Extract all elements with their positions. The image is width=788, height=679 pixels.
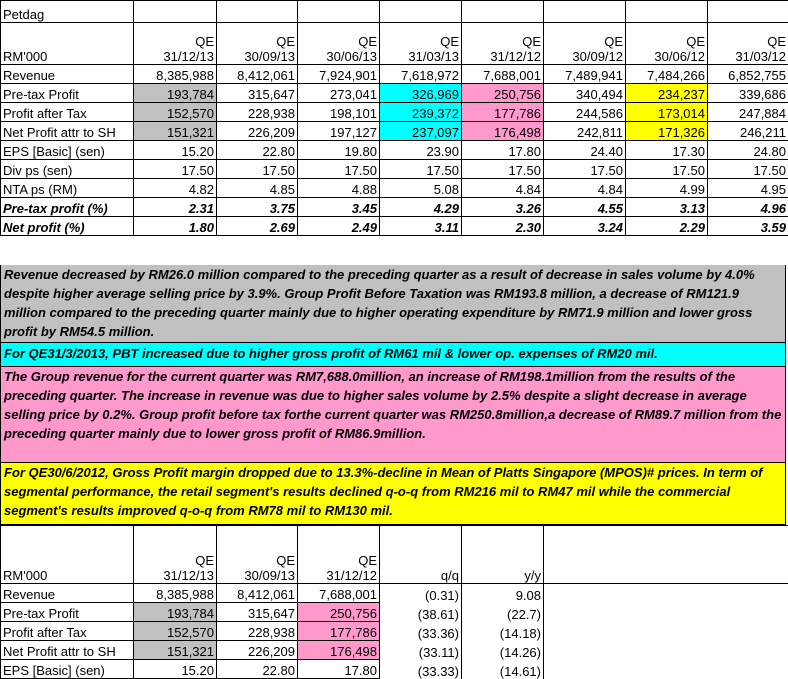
summary-value-cell: 8,412,061 [217,584,298,603]
summary-row [1,584,788,603]
table-row [1,65,788,84]
summary-row [1,641,788,660]
value-cell: 17.50 [462,160,544,179]
row-label: Profit after Tax [1,103,134,122]
value-cell: 242,811 [544,122,626,141]
sheet-title: Petdag [1,1,134,23]
value-cell: 2.30 [462,217,544,236]
value-cell: 4.85 [217,179,298,198]
note-qe-31-03-13: For QE31/3/2013, PBT increased due to higher gross profit of RM61 mil & lower op. expenses of RM20 mil. [0,343,786,367]
summary-row [1,622,788,641]
table-row [1,160,788,179]
qq-change-cell: (0.31) [380,584,462,603]
summary-row-label: Profit after Tax [1,622,134,641]
summary-unit-label: RM'000 [1,546,134,584]
summary-row-label: Pre-tax Profit [1,603,134,622]
value-cell: 8,412,061 [217,65,298,84]
value-cell: 24.40 [544,141,626,160]
value-cell: 173,014 [626,103,708,122]
value-cell: 273,041 [298,84,380,103]
summary-value-cell: 8,385,988 [134,584,217,603]
value-cell: 17.50 [298,160,380,179]
value-cell: 6,852,755 [708,65,788,84]
value-cell: 7,618,972 [380,65,462,84]
value-cell: 5.08 [380,179,462,198]
yy-header: y/y [462,546,544,584]
value-cell: 4.88 [298,179,380,198]
value-cell: 171,326 [626,122,708,141]
summary-row-label: Net Profit attr to SH [1,641,134,660]
value-cell: 198,101 [298,103,380,122]
summary-value-cell: 315,647 [217,603,298,622]
value-cell: 3.59 [708,217,788,236]
value-cell: 7,924,901 [298,65,380,84]
value-cell: 247,884 [708,103,788,122]
value-cell: 228,938 [217,103,298,122]
period-header: QE 30/09/12 [544,23,626,65]
note-qe-31-12-13: Revenue decreased by RM26.0 million compared to the preceding quarter as a result of decrease in sales volume by 4.0% despite higher average selling price by 3.9%. Group Profit Before Taxation was RM193.8 million, a decrease of RM121.9 million compared to the preceding quarter mainly due to higher operating expenditure by RM71.9 million and lower gross profit by RM54.5 million. [0,265,786,343]
summary-value-cell: 15.20 [134,660,217,679]
summary-value-cell: 176,498 [298,641,380,660]
table-row [1,84,788,103]
value-cell: 4.95 [708,179,788,198]
value-cell: 2.31 [134,198,217,217]
value-cell: 177,786 [462,103,544,122]
unit-label: RM'000 [1,23,134,65]
period-header: QE 30/09/13 [217,23,298,65]
summary-period-header: QE 31/12/13 [134,546,217,584]
value-cell: 7,489,941 [544,65,626,84]
value-cell: 17.30 [626,141,708,160]
value-cell: 17.50 [544,160,626,179]
summary-value-cell: 228,938 [217,622,298,641]
value-cell: 3.75 [217,198,298,217]
value-cell: 239,372 [380,103,462,122]
row-label: Net Profit attr to SH [1,122,134,141]
value-cell: 3.13 [626,198,708,217]
value-cell: 4.84 [544,179,626,198]
value-cell: 2.49 [298,217,380,236]
value-cell: 1.80 [134,217,217,236]
qq-change-cell: (33.33) [380,660,462,679]
summary-value-cell: 17.80 [298,660,380,679]
value-cell: 3.24 [544,217,626,236]
period-header: QE 30/06/12 [626,23,708,65]
value-cell: 22.80 [217,141,298,160]
value-cell: 17.50 [708,160,788,179]
summary-value-cell: 22.80 [217,660,298,679]
summary-comparison-table [0,525,788,679]
table-row [1,141,788,160]
value-cell: 193,784 [134,84,217,103]
summary-value-cell: 151,321 [134,641,217,660]
value-cell: 7,484,266 [626,65,708,84]
table-row [1,103,788,122]
yy-change-cell: (14.61) [462,660,544,679]
summary-row-label: Revenue [1,584,134,603]
period-header: QE 31/03/12 [708,23,788,65]
yy-change-cell: (14.18) [462,622,544,641]
yy-change-cell: (22.7) [462,603,544,622]
value-cell: 176,498 [462,122,544,141]
value-cell: 24.80 [708,141,788,160]
value-cell: 326,969 [380,84,462,103]
note-qe-30-06-12: For QE30/6/2012, Gross Profit margin dropped due to 13.3%-decline in Mean of Platts Singapore (MPOS)# prices. In term of segmental performance, the retail segment's results declined q-o-q from RM216 mil to RM47 mil while the commercial segment's results improved q-o-q from RM78 mil to RM130 mil. [0,463,786,525]
value-cell: 339,686 [708,84,788,103]
summary-value-cell: 152,570 [134,622,217,641]
value-cell: 2.69 [217,217,298,236]
row-label: Revenue [1,65,134,84]
value-cell: 23.90 [380,141,462,160]
value-cell: 17.50 [134,160,217,179]
value-cell: 7,688,001 [462,65,544,84]
value-cell: 4.84 [462,179,544,198]
value-cell: 15.20 [134,141,217,160]
value-cell: 340,494 [544,84,626,103]
value-cell: 3.45 [298,198,380,217]
value-cell: 4.55 [544,198,626,217]
value-cell: 17.50 [626,160,708,179]
summary-row [1,660,788,679]
summary-value-cell: 250,756 [298,603,380,622]
table-row [1,122,788,141]
period-header: QE 31/12/13 [134,23,217,65]
row-label: Div ps (sen) [1,160,134,179]
summary-value-cell: 193,784 [134,603,217,622]
value-cell: 237,097 [380,122,462,141]
period-header: QE 30/06/13 [298,23,380,65]
value-cell: 17.80 [462,141,544,160]
qq-change-cell: (33.11) [380,641,462,660]
qq-header: q/q [380,546,462,584]
value-cell: 197,127 [298,122,380,141]
value-cell: 4.82 [134,179,217,198]
quarterly-results-table [0,0,788,236]
row-label: EPS [Basic] (sen) [1,141,134,160]
period-header: QE 31/12/12 [462,23,544,65]
row-label: Pre-tax Profit [1,84,134,103]
qq-change-cell: (38.61) [380,603,462,622]
row-label: NTA ps (RM) [1,179,134,198]
qq-change-cell: (33.36) [380,622,462,641]
value-cell: 226,209 [217,122,298,141]
value-cell: 250,756 [462,84,544,103]
value-cell: 3.11 [380,217,462,236]
value-cell: 244,586 [544,103,626,122]
value-cell: 246,211 [708,122,788,141]
value-cell: 3.26 [462,198,544,217]
row-label: Net profit (%) [1,217,134,236]
value-cell: 17.50 [380,160,462,179]
value-cell: 151,321 [134,122,217,141]
table-row [1,217,788,236]
value-cell: 315,647 [217,84,298,103]
value-cell: 17.50 [217,160,298,179]
period-header: QE 31/03/13 [380,23,462,65]
summary-period-header: QE 30/09/13 [217,546,298,584]
yy-change-cell: (14.26) [462,641,544,660]
row-label: Pre-tax profit (%) [1,198,134,217]
value-cell: 2.29 [626,217,708,236]
yy-change-cell: 9.08 [462,584,544,603]
value-cell: 8,385,988 [134,65,217,84]
value-cell: 4.29 [380,198,462,217]
value-cell: 152,570 [134,103,217,122]
value-cell: 234,237 [626,84,708,103]
summary-value-cell: 177,786 [298,622,380,641]
value-cell: 19.80 [298,141,380,160]
value-cell: 4.96 [708,198,788,217]
summary-row-label: EPS [Basic] (sen) [1,660,134,679]
value-cell: 4.99 [626,179,708,198]
table-row [1,179,788,198]
table-row [1,198,788,217]
summary-value-cell: 7,688,001 [298,584,380,603]
summary-period-header: QE 31/12/12 [298,546,380,584]
note-qe-31-12-12: The Group revenue for the current quarter was RM7,688.0million, an increase of RM198.1million from the results of the preceding quarter. The increase in revenue was due to higher sales volume by 2.5% despite a slight decrease in average selling price by 0.2%. Group profit before tax forthe current quarter was RM250.8million,a decrease of RM89.7 million from the preceding quarter mainly due to lower gross profit of RM86.9million. [0,367,786,463]
summary-value-cell: 226,209 [217,641,298,660]
summary-row [1,603,788,622]
